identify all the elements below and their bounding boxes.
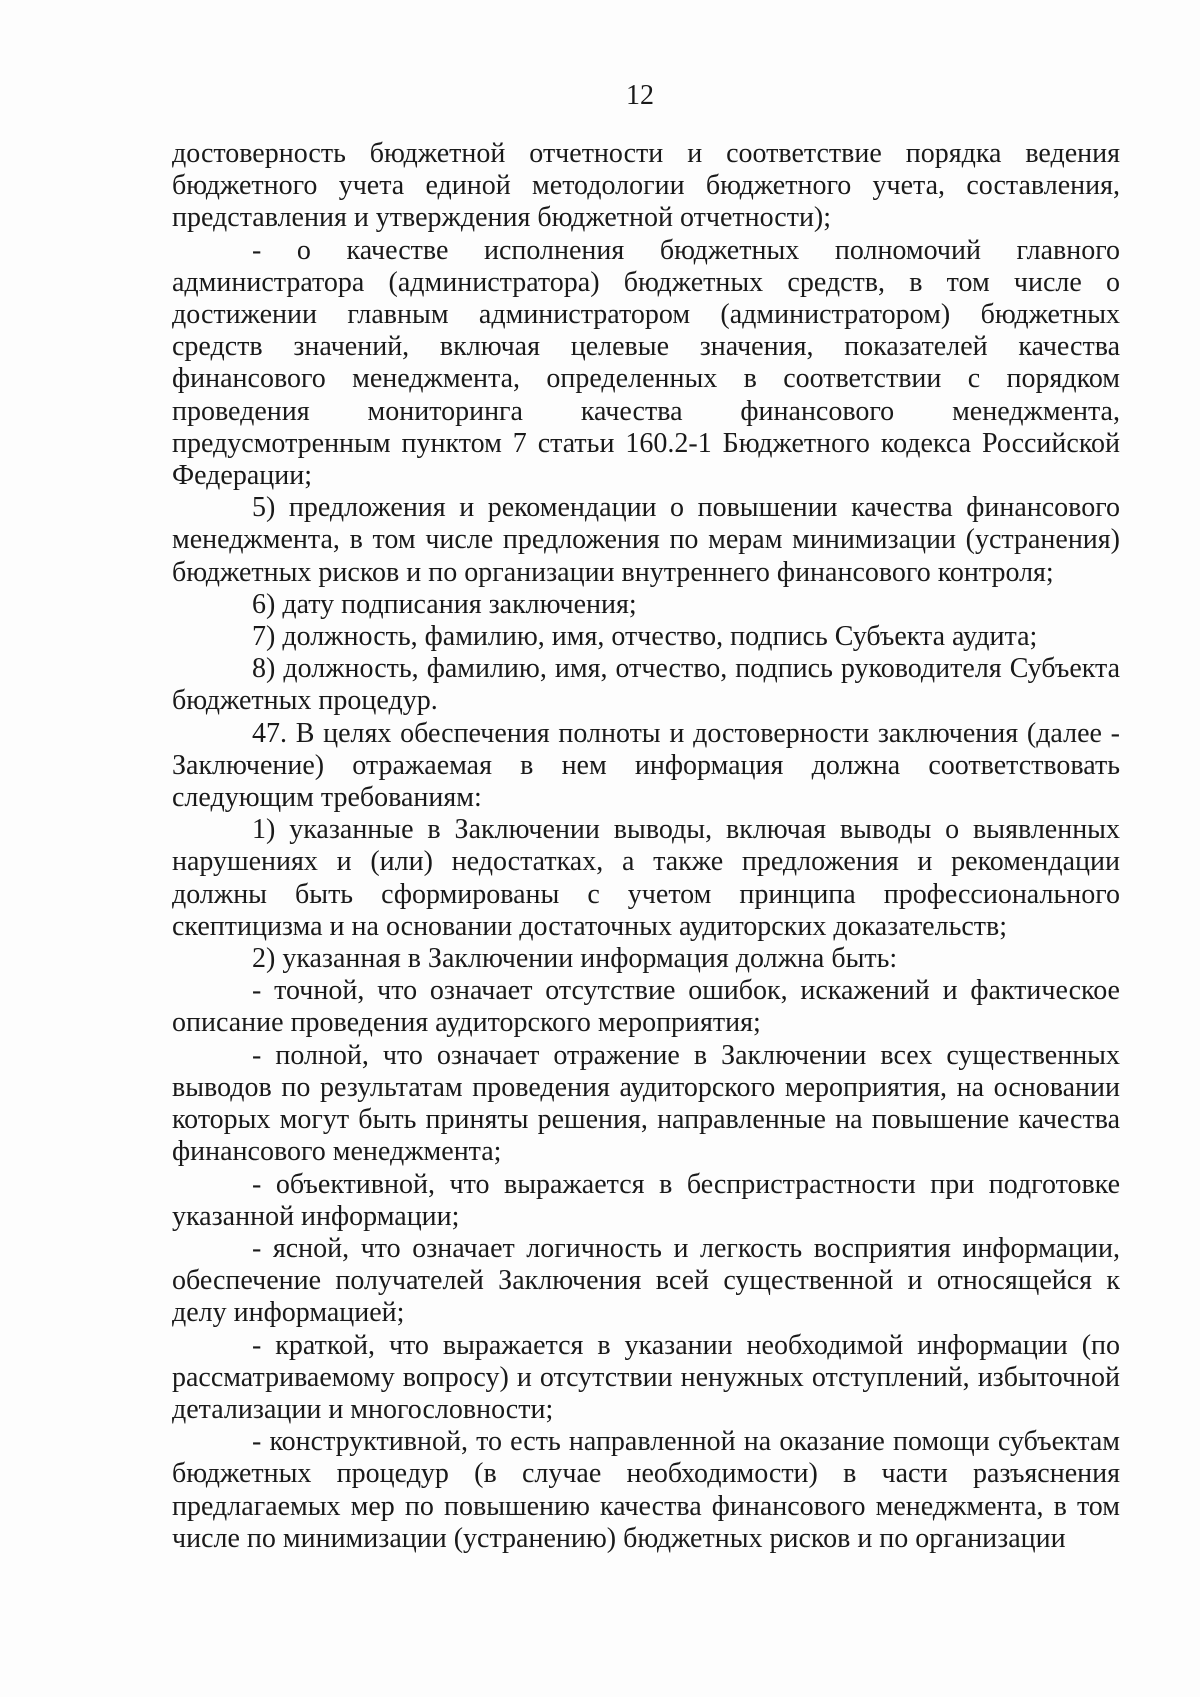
paragraph: - о качестве исполнения бюджетных полномочий главного администратора (администратора) бюджетных средств, в том числе о достижении главным администратором (администратором) бюджетных средств значений, включая целевые значения, показателей качества финансового менеджмента, определенных в соответствии с порядком проведения мониторинга качества финансового менеджмента, предусмотренным пунктом 7 статьи 160.2-1 Бюджетного кодекса Российской Федерации; [172,234,1120,492]
paragraph: 1) указанные в Заключении выводы, включая выводы о выявленных нарушениях и (или) недостатках, а также предложения и рекомендации должны быть сформированы с учетом принципа профессионального скептицизма и на основании достаточных аудиторских доказательств; [172,814,1120,942]
page-number: 12 [626,80,654,111]
paragraph: - конструктивной, то есть направленной на оказание помощи субъектам бюджетных процедур (в случае необходимости) в части разъяснения предлагаемых мер по повышению качества финансового менеджмента, в том числе по минимизации (устранению) бюджетных рисков и по организации [172,1426,1120,1554]
paragraph: - полной, что означает отражение в Заключении всех существенных выводов по результатам проведения аудиторского мероприятия, на основании которых могут быть приняты решения, направленные на повышение качества финансового менеджмента; [172,1039,1120,1168]
paragraph: - ясной, что означает логичность и легкость восприятия информации, обеспечение получателей Заключения всей существенной и относящейся к делу информацией; [172,1232,1120,1329]
paragraph: - объективной, что выражается в беспристрастности при подготовке указанной информации; [172,1168,1120,1232]
paragraph: - краткой, что выражается в указании необходимой информации (по рассматриваемому вопросу) и отсутствии ненужных отступлений, избыточной детализации и многословности; [172,1329,1120,1425]
document-body [172,138,1120,1555]
paragraph: 8) должность, фамилию, имя, отчество, подпись руководителя Субъекта бюджетных процедур. [172,653,1120,717]
paragraph: - точной, что означает отсутствие ошибок, искажений и фактическое описание проведения аудиторского мероприятия; [172,975,1120,1039]
paragraph: 7) должность, фамилию, имя, отчество, подпись Субъекта аудита; [252,621,1038,653]
paragraph: 47. В целях обеспечения полноты и достоверности заключения (далее - Заключение) отражаемая в нем информация должна соответствовать следующим требованиям: [172,717,1120,814]
paragraph: 6) дату подписания заключения; [252,588,637,620]
paragraph: достоверность бюджетной отчетности и соответствие порядка ведения бюджетного учета единой методологии бюджетного учета, составления, представления и утверждения бюджетной отчетности); [172,138,1120,234]
paragraph: 5) предложения и рекомендации о повышении качества финансового менеджмента, в том числе предложения по мерам минимизации (устранения) бюджетных рисков и по организации внутреннего финансового контроля; [172,492,1120,588]
paragraph: 2) указанная в Заключении информация должна быть: [252,943,898,975]
